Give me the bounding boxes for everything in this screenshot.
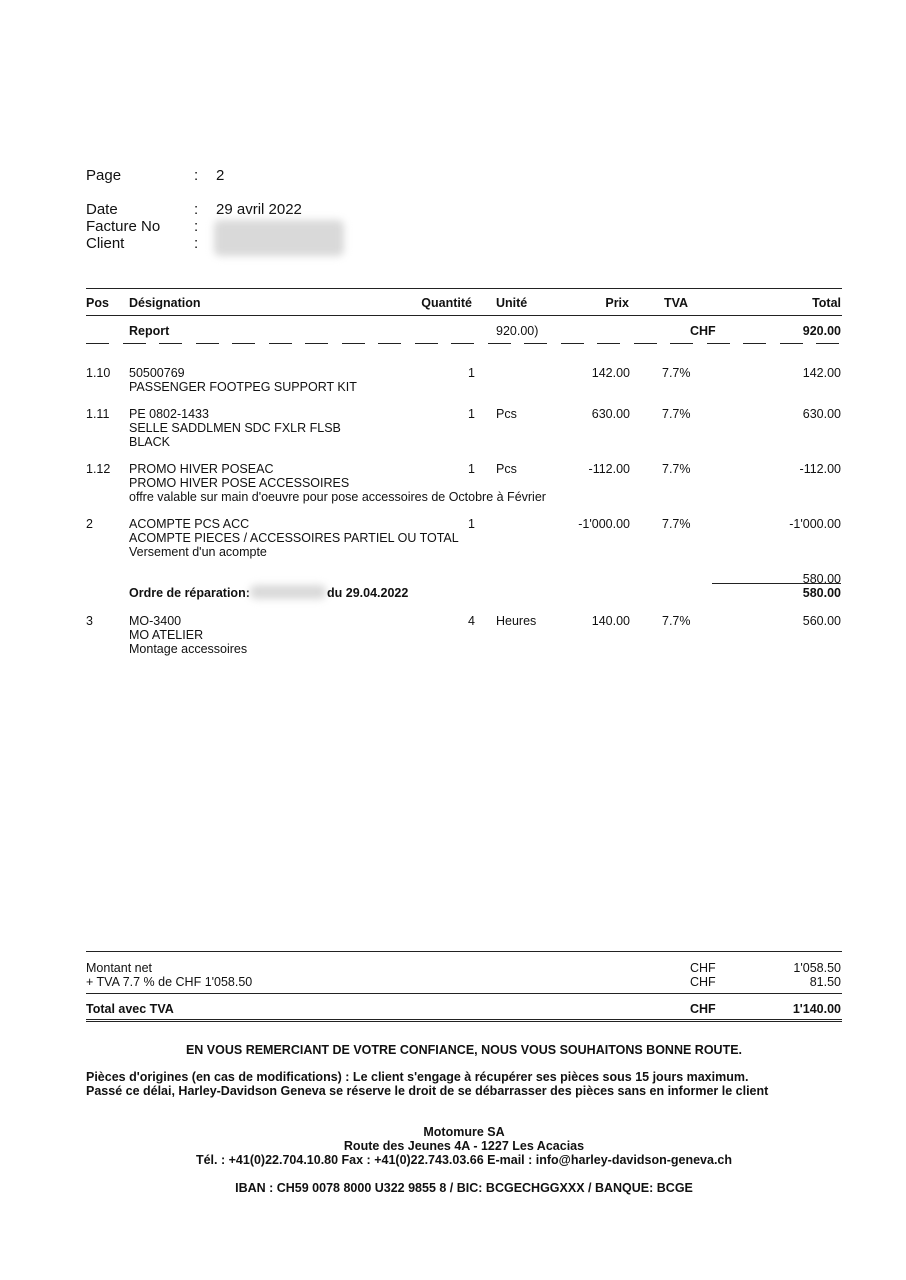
redacted-order-number: [250, 585, 326, 599]
dash-segment: [378, 343, 401, 344]
dash-segment: [159, 343, 182, 344]
row-price: 140.00: [591, 614, 630, 628]
totals-bottom-rule-2: [86, 1021, 842, 1022]
page-number: 2: [216, 167, 225, 184]
dash-segment: [524, 343, 547, 344]
dash-segment: [86, 343, 109, 344]
row-designation-line-3: BLACK: [129, 435, 170, 449]
redacted-client-info: [214, 220, 344, 256]
dash-segment: [342, 343, 365, 344]
row-price: 630.00: [591, 407, 630, 421]
row-total: 630.00: [802, 407, 841, 421]
dash-segment: [780, 343, 803, 344]
column-header-vat: TVA: [664, 296, 689, 310]
row-pos: 1.10: [86, 366, 111, 380]
dash-segment: [269, 343, 292, 344]
dash-segment: [488, 343, 511, 344]
row-designation-line-2: SELLE SADDLMEN SDC FXLR FLSB: [129, 421, 341, 435]
invoice-date: 29 avril 2022: [216, 201, 302, 218]
dash-segment: [670, 343, 693, 344]
grand-total-label: Total avec TVA: [86, 1002, 174, 1016]
column-header-price: Prix: [605, 296, 629, 310]
row-designation-line-1: PE 0802-1433: [129, 407, 209, 421]
report-label: Report: [129, 324, 170, 338]
row-designation-line-3: Versement d'un acompte: [129, 545, 267, 559]
column-header-quantity: Quantité: [421, 296, 472, 310]
dash-segment: [451, 343, 474, 344]
column-header-designation: Désignation: [129, 296, 201, 310]
table-header-rule: [86, 315, 842, 316]
row-total: 560.00: [802, 614, 841, 628]
totals-top-rule: [86, 951, 842, 952]
row-vat: 7.7%: [662, 407, 691, 421]
client-colon: :: [194, 235, 199, 252]
repair-order-total: 580.00: [802, 586, 841, 600]
row-quantity: 4: [468, 614, 475, 628]
invoice-number-label: Facture No: [86, 218, 161, 235]
repair-order-date: du 29.04.2022: [327, 586, 409, 600]
net-amount-currency: CHF: [690, 961, 716, 975]
row-designation-line-1: MO-3400: [129, 614, 182, 628]
invoice-number-colon: :: [194, 218, 199, 235]
row-designation-line-2: PASSENGER FOOTPEG SUPPORT KIT: [129, 380, 357, 394]
row-designation-line-2: PROMO HIVER POSE ACCESSOIRES: [129, 476, 350, 490]
grand-total-value: 1'140.00: [792, 1002, 841, 1016]
bank-details: IBAN : CH59 0078 8000 U322 9855 8 / BIC: BCGECHGGXXX / BANQUE: BCGE: [235, 1181, 693, 1195]
dash-segment: [597, 343, 620, 344]
page-label: Page: [86, 167, 122, 184]
row-designation-line-2: MO ATELIER: [129, 628, 204, 642]
date-colon: :: [194, 201, 199, 218]
vat-value: 81.50: [809, 975, 841, 989]
vat-label: + TVA 7.7 % de CHF 1'058.50: [86, 975, 253, 989]
row-pos: 2: [86, 517, 93, 531]
row-quantity: 1: [468, 366, 475, 380]
company-contact: Tél. : +41(0)22.704.10.80 Fax : +41(0)22.743.03.66 E-mail : info@harley-davidson-geneva.ch: [195, 1153, 733, 1167]
row-quantity: 1: [468, 462, 475, 476]
dash-segment: [743, 343, 766, 344]
row-pos: 1.11: [86, 407, 110, 421]
row-vat: 7.7%: [662, 614, 691, 628]
dash-segment: [707, 343, 730, 344]
row-pos: 1.12: [86, 462, 111, 476]
page-colon: :: [194, 167, 199, 184]
repair-order-label: Ordre de réparation:: [129, 586, 250, 600]
row-total: -1'000.00: [789, 517, 841, 531]
net-amount-value: 1'058.50: [793, 961, 841, 975]
parts-notice-line-2: Passé ce délai, Harley-Davidson Geneva se réserve le droit de se débarrasser des pièces sans en informer le client: [86, 1084, 769, 1098]
dash-segment: [415, 343, 438, 344]
row-total: 142.00: [802, 366, 841, 380]
row-price: 142.00: [591, 366, 630, 380]
row-total: -112.00: [799, 462, 841, 476]
row-unit: Heures: [496, 614, 537, 628]
row-designation-line-2: ACOMPTE PIECES / ACCESSOIRES PARTIEL OU TOTAL: [129, 531, 459, 545]
date-label: Date: [86, 201, 118, 218]
company-name: Motomure SA: [423, 1125, 505, 1139]
row-designation-line-1: PROMO HIVER POSEAC: [129, 462, 274, 476]
dash-segment: [232, 343, 255, 344]
row-pos: 3: [86, 614, 93, 628]
thank-you-message: EN VOUS REMERCIANT DE VOTRE CONFIANCE, NOUS VOUS SOUHAITONS BONNE ROUTE.: [185, 1043, 743, 1057]
company-address: Route des Jeunes 4A - 1227 Les Acacias: [343, 1139, 585, 1153]
vat-currency: CHF: [690, 975, 716, 989]
dash-segment: [561, 343, 584, 344]
subtotal-value: 580.00: [802, 572, 841, 586]
totals-mid-rule: [86, 993, 842, 994]
dash-segment: [816, 343, 839, 344]
dash-segment: [305, 343, 328, 344]
parts-notice-line-1: Pièces d'origines (en cas de modifications) : Le client s'engage à récupérer ses pièces sous 15 jours maximum.: [86, 1070, 749, 1084]
grand-total-currency: CHF: [690, 1002, 716, 1016]
net-amount-label: Montant net: [86, 961, 153, 975]
report-unit: 920.00): [496, 324, 539, 338]
row-price: -1'000.00: [578, 517, 630, 531]
row-quantity: 1: [468, 517, 475, 531]
report-total: 920.00: [802, 324, 841, 338]
totals-bottom-rule-1: [86, 1019, 842, 1020]
table-top-rule: [86, 288, 842, 289]
dash-segment: [634, 343, 657, 344]
row-designation-line-3: offre valable sur main d'oeuvre pour pose accessoires de Octobre à Février: [129, 490, 546, 504]
row-vat: 7.7%: [662, 517, 691, 531]
row-unit: Pcs: [496, 407, 517, 421]
row-unit: Pcs: [496, 462, 517, 476]
column-header-pos: Pos: [86, 296, 109, 310]
column-header-unit: Unité: [496, 296, 528, 310]
report-currency: CHF: [690, 324, 716, 338]
dash-segment: [196, 343, 219, 344]
row-vat: 7.7%: [662, 462, 691, 476]
row-designation-line-1: 50500769: [129, 366, 185, 380]
column-header-total: Total: [812, 296, 841, 310]
dash-segment: [123, 343, 146, 344]
row-vat: 7.7%: [662, 366, 691, 380]
client-label: Client: [86, 235, 125, 252]
row-designation-line-3: Montage accessoires: [129, 642, 248, 656]
row-price: -112.00: [588, 462, 630, 476]
row-designation-line-1: ACOMPTE PCS ACC: [129, 517, 250, 531]
row-quantity: 1: [468, 407, 475, 421]
